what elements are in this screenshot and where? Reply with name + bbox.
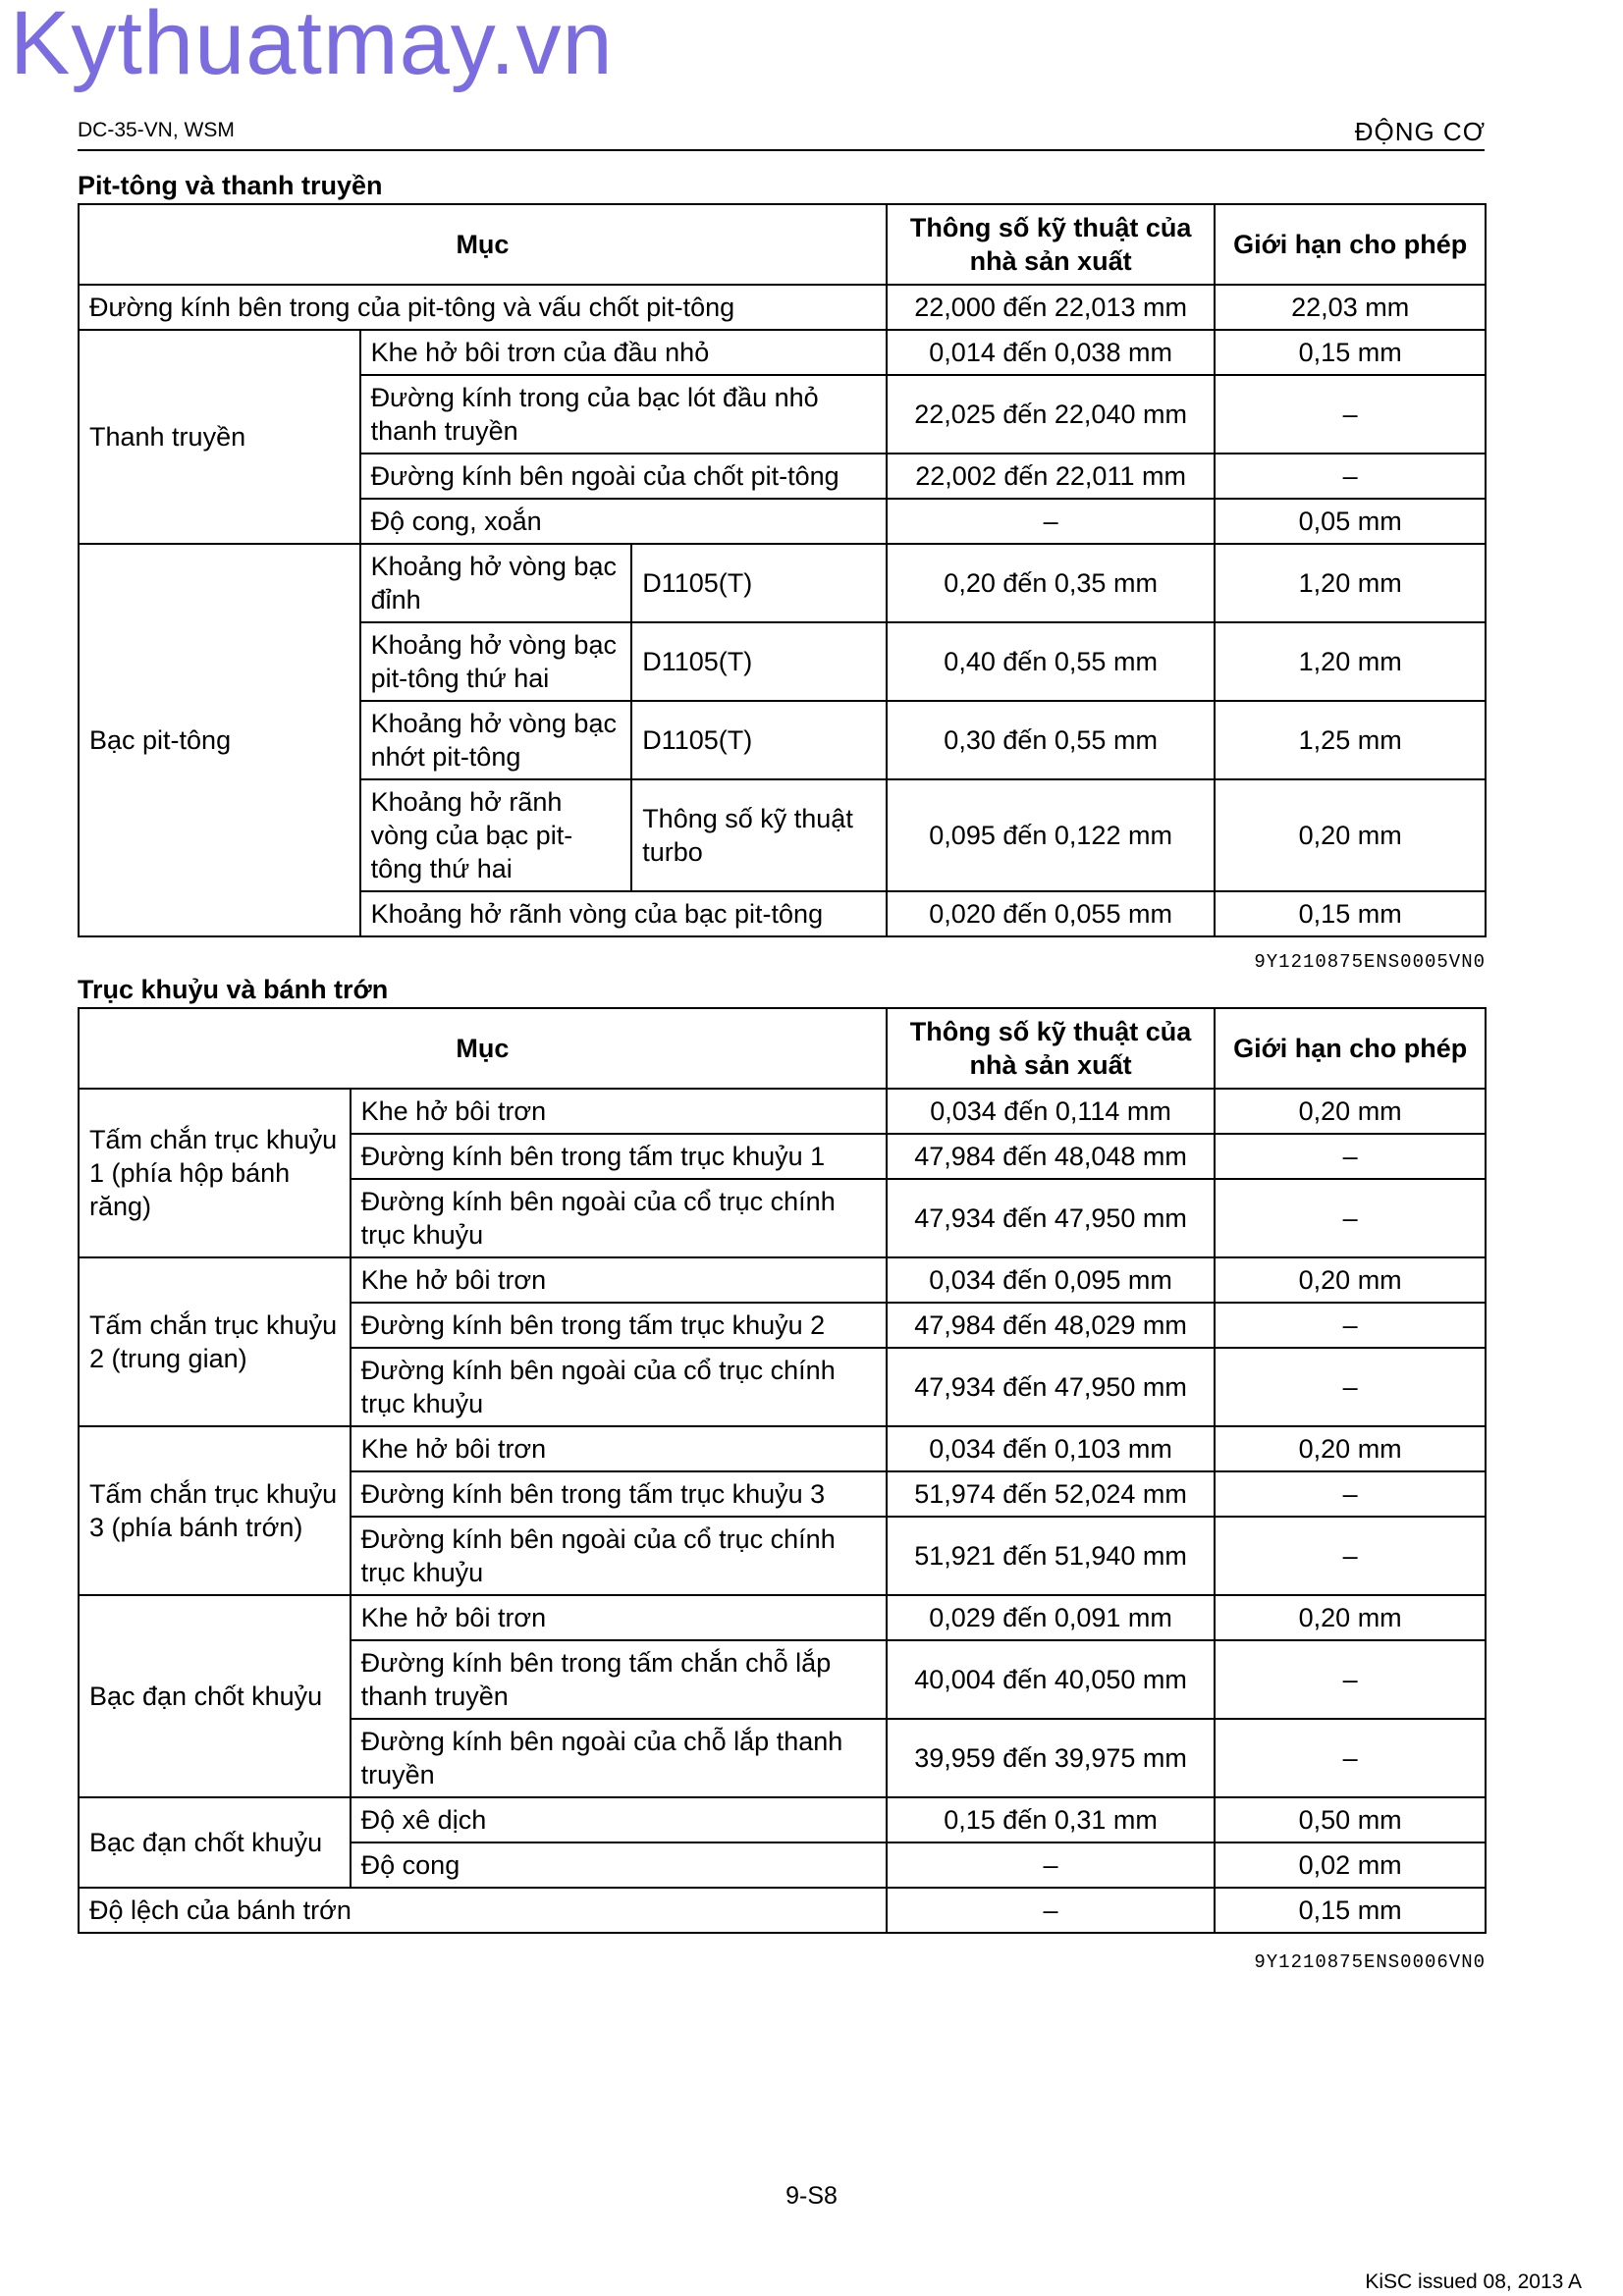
row-label: Độ xê dịch — [351, 1797, 887, 1842]
row-limit: 1,20 mm — [1215, 544, 1486, 622]
table-row — [79, 1426, 1486, 1471]
row-limit: – — [1215, 375, 1486, 454]
col-head-spec: Thông số kỹ thuật của nhà sản xuất — [887, 204, 1215, 285]
row-model: D1105(T) — [631, 701, 887, 779]
row-label: Đường kính trong của bạc lót đầu nhỏ thanh truyền — [360, 375, 887, 454]
row-label: Khe hở bôi trơn của đầu nhỏ — [360, 330, 887, 375]
row-limit: 0,20 mm — [1215, 1595, 1486, 1640]
col-head-spec: Thông số kỹ thuật của nhà sản xuất — [887, 1008, 1216, 1089]
row-spec: 0,020 đến 0,055 mm — [887, 891, 1215, 936]
row-spec: 51,921 đến 51,940 mm — [887, 1517, 1216, 1595]
row-spec: 0,029 đến 0,091 mm — [887, 1595, 1216, 1640]
group-label: Bạc đạn chốt khuỷu — [79, 1595, 351, 1797]
col-head-limit: Giới hạn cho phép — [1215, 1008, 1486, 1089]
row-limit: 0,50 mm — [1215, 1797, 1486, 1842]
row-limit: – — [1215, 454, 1486, 499]
col-head-item: Mục — [79, 204, 887, 285]
row-label: Độ lệch của bánh trớn — [79, 1888, 887, 1933]
reference-code-1: 9Y1210875ENS0005VN0 — [1254, 951, 1486, 973]
table-row — [79, 1888, 1486, 1933]
group-label: Tấm chắn trục khuỷu 1 (phía hộp bánh răng) — [79, 1089, 351, 1257]
row-limit: 0,20 mm — [1215, 779, 1486, 891]
row-label: Khoảng hở vòng bạc nhớt pit-tông — [360, 701, 632, 779]
row-spec: 47,934 đến 47,950 mm — [887, 1179, 1216, 1257]
chapter-title: ĐỘNG CƠ — [1354, 117, 1486, 146]
row-limit: – — [1215, 1471, 1486, 1517]
row-spec: 39,959 đến 39,975 mm — [887, 1719, 1216, 1797]
row-label: Đường kính bên trong tấm trục khuỷu 2 — [351, 1303, 887, 1348]
section-title-piston: Pit-tông và thanh truyền — [78, 171, 383, 200]
row-label: Khoảng hở rãnh vòng của bạc pit-tông — [360, 891, 887, 936]
group-label-ring: Bạc pit-tông — [79, 544, 360, 936]
group-label: Tấm chắn trục khuỷu 3 (phía bánh trớn) — [79, 1426, 351, 1595]
row-spec: 0,15 đến 0,31 mm — [887, 1797, 1216, 1842]
row-limit: – — [1215, 1303, 1486, 1348]
group-label: Tấm chắn trục khuỷu 2 (trung gian) — [79, 1257, 351, 1426]
row-spec: 47,934 đến 47,950 mm — [887, 1348, 1216, 1426]
row-spec: 22,025 đến 22,040 mm — [887, 375, 1215, 454]
row-limit: 22,03 mm — [1215, 285, 1486, 330]
row-spec: 0,30 đến 0,55 mm — [887, 701, 1215, 779]
group-label: Bạc đạn chốt khuỷu — [79, 1797, 351, 1888]
row-spec: 40,004 đến 40,050 mm — [887, 1640, 1216, 1719]
row-spec: 51,974 đến 52,024 mm — [887, 1471, 1216, 1517]
row-label: Đường kính bên ngoài của chốt pit-tông — [360, 454, 887, 499]
table-row — [79, 1257, 1486, 1303]
row-spec: 47,984 đến 48,029 mm — [887, 1303, 1216, 1348]
table-row — [79, 330, 1486, 375]
row-limit: – — [1215, 1640, 1486, 1719]
page-number: 9-S8 — [785, 2182, 838, 2210]
row-limit: 0,15 mm — [1215, 891, 1486, 936]
reference-code-2: 9Y1210875ENS0006VN0 — [1254, 1951, 1486, 1973]
row-model: D1105(T) — [631, 622, 887, 701]
row-limit: 0,05 mm — [1215, 499, 1486, 544]
doc-code: DC-35-VN, WSM — [78, 119, 235, 141]
row-label: Đường kính bên ngoài của cổ trục chính trục khuỷu — [351, 1517, 887, 1595]
col-head-item: Mục — [79, 1008, 887, 1089]
row-limit: – — [1215, 1179, 1486, 1257]
row-label: Khoảng hở vòng bạc pit-tông thứ hai — [360, 622, 632, 701]
row-label: Đường kính bên ngoài của chỗ lắp thanh truyền — [351, 1719, 887, 1797]
row-spec: – — [887, 1842, 1216, 1888]
table-row — [79, 1595, 1486, 1640]
row-label: Đường kính bên ngoài của cổ trục chính trục khuỷu — [351, 1179, 887, 1257]
table-row — [79, 285, 1486, 330]
row-spec: 0,034 đến 0,095 mm — [887, 1257, 1216, 1303]
section-title-crankshaft: Trục khuỷu và bánh trớn — [78, 975, 389, 1004]
row-limit: 0,02 mm — [1215, 1842, 1486, 1888]
header-rule — [78, 149, 1485, 151]
row-limit: – — [1215, 1348, 1486, 1426]
row-spec: 0,034 đến 0,103 mm — [887, 1426, 1216, 1471]
piston-rod-table — [78, 203, 1487, 937]
row-spec: – — [887, 1888, 1216, 1933]
row-label: Đường kính bên ngoài của cổ trục chính trục khuỷu — [351, 1348, 887, 1426]
row-label: Khoảng hở vòng bạc đỉnh — [360, 544, 632, 622]
row-spec: 22,000 đến 22,013 mm — [887, 285, 1215, 330]
row-label: Khe hở bôi trơn — [351, 1257, 887, 1303]
table-row — [79, 1797, 1486, 1842]
watermark-logo: Kythuatmay.vn — [10, 0, 614, 93]
row-spec: 0,40 đến 0,55 mm — [887, 622, 1215, 701]
row-spec: – — [887, 499, 1215, 544]
row-label: Khoảng hở rãnh vòng của bạc pit-tông thứ hai — [360, 779, 632, 891]
row-limit: 1,20 mm — [1215, 622, 1486, 701]
row-limit: 0,15 mm — [1215, 1888, 1486, 1933]
row-limit: – — [1215, 1719, 1486, 1797]
row-label: Đường kính bên trong tấm trục khuỷu 3 — [351, 1471, 887, 1517]
row-limit: 0,20 mm — [1215, 1426, 1486, 1471]
group-label-rod: Thanh truyền — [79, 330, 360, 544]
row-spec: 47,984 đến 48,048 mm — [887, 1134, 1216, 1179]
row-spec: 0,20 đến 0,35 mm — [887, 544, 1215, 622]
row-limit: – — [1215, 1517, 1486, 1595]
row-label: Khe hở bôi trơn — [351, 1426, 887, 1471]
table-row — [79, 1089, 1486, 1134]
issue-note: KiSC issued 08, 2013 A — [1365, 2270, 1582, 2293]
row-label: Khe hở bôi trơn — [351, 1089, 887, 1134]
table-header-row — [79, 204, 1486, 285]
row-label: Độ cong, xoắn — [360, 499, 887, 544]
row-limit: 1,25 mm — [1215, 701, 1486, 779]
row-label: Đường kính bên trong của pit-tông và vấu chốt pit-tông — [79, 285, 887, 330]
row-model: D1105(T) — [631, 544, 887, 622]
row-limit: 0,20 mm — [1215, 1089, 1486, 1134]
col-head-limit: Giới hạn cho phép — [1215, 204, 1486, 285]
crankshaft-table — [78, 1007, 1487, 1934]
row-label: Độ cong — [351, 1842, 887, 1888]
row-label: Đường kính bên trong tấm chắn chỗ lắp thanh truyền — [351, 1640, 887, 1719]
table-header-row — [79, 1008, 1486, 1089]
row-spec: 0,095 đến 0,122 mm — [887, 779, 1215, 891]
row-limit: – — [1215, 1134, 1486, 1179]
row-spec: 0,034 đến 0,114 mm — [887, 1089, 1216, 1134]
row-model: Thông số kỹ thuật turbo — [631, 779, 887, 891]
table-row — [79, 544, 1486, 622]
row-label: Đường kính bên trong tấm trục khuỷu 1 — [351, 1134, 887, 1179]
row-spec: 0,014 đến 0,038 mm — [887, 330, 1215, 375]
row-label: Khe hở bôi trơn — [351, 1595, 887, 1640]
row-limit: 0,20 mm — [1215, 1257, 1486, 1303]
row-limit: 0,15 mm — [1215, 330, 1486, 375]
row-spec: 22,002 đến 22,011 mm — [887, 454, 1215, 499]
